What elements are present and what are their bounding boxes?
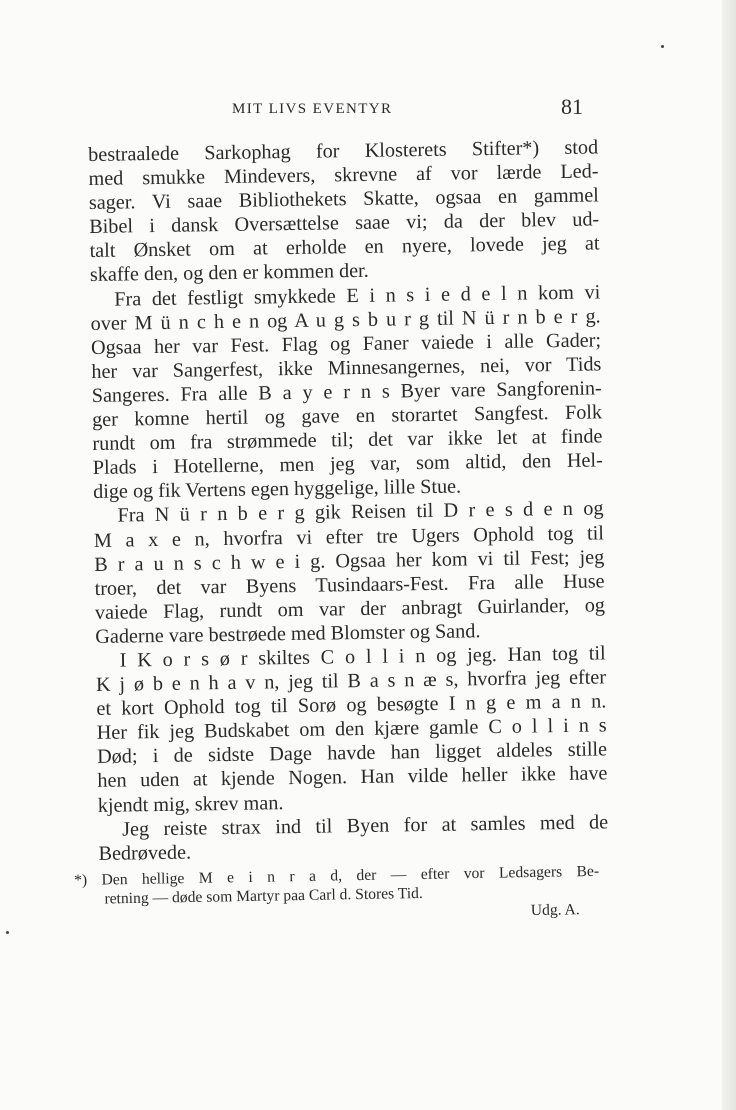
text-line: Bedrøvede. bbox=[98, 841, 192, 865]
text-line: vaiede Flag, rundt om var der anbragt Guirlander, og bbox=[94, 594, 606, 624]
text-line: K j ø b e n h a v n, jeg til B a s n æ s, hvorfra jeg efter bbox=[95, 666, 607, 697]
print-speck bbox=[661, 45, 664, 48]
text-line: skaffe den, og den er kommen der. bbox=[89, 260, 369, 287]
text-line: M a x e n, hvorfra vi efter tre Ugers Ophold tog til bbox=[93, 521, 605, 552]
page-number: 81 bbox=[561, 94, 583, 119]
text-line: Fra N ü r n b e r g gik Reisen til D r e s d e n og bbox=[117, 497, 604, 528]
text-line: Gaderne vare bestrøede med Blomster og Sand. bbox=[95, 620, 481, 648]
text-line: I K o r s ø r skiltes C o l l i n og jeg. Han tog til bbox=[119, 642, 606, 672]
text-line: Død; i de sidste Dage havde han ligget aldeles stille bbox=[96, 738, 608, 769]
text-line: rundt om fra strømmede til; det var ikke let at finde bbox=[92, 425, 603, 456]
footnote bbox=[74, 862, 600, 928]
text-line: talt Ønsket om at erholde en nyere, lovede jeg at bbox=[89, 232, 600, 263]
text-line: over M ü n c h e n og A u g s b u r g til N ü r n b e r g. bbox=[90, 305, 601, 335]
text-line: dige og fik Vertens egen hyggelige, lille Stue. bbox=[93, 475, 462, 504]
text-line: kjendt mig, skrev man. bbox=[97, 791, 284, 817]
running-header: MIT LIVS EVENTYR bbox=[232, 101, 393, 117]
footnote-signature: Udg. A. bbox=[530, 901, 580, 920]
text-line: Sangeres. Fra alle B a y e r n s Byer vare Sangforenin- bbox=[91, 377, 602, 407]
text-line: B r a u n s c h w e i g. Ogsaa her kom vi til Fest; jeg bbox=[94, 545, 605, 576]
text-line: her var Sangerfest, ikke Minnesangernes, nei, vor Tids bbox=[91, 353, 602, 383]
text-line: Jeg reiste strax ind til Byen for at samles med de bbox=[122, 810, 609, 841]
footnote-line: *) Den hellige M e i n r a d, der — efter vor Ledsagers Be- bbox=[74, 862, 600, 889]
footnote-line: retning — døde som Martyr paa Carl d. Stores Tid. bbox=[104, 884, 423, 908]
text-line: troer, det var Byens Tusindaars-Fest. Fra alle Huse bbox=[94, 570, 605, 600]
text-line: hen uden at kjende Nogen. Han vilde heller ikke have bbox=[97, 762, 608, 793]
text-line: Plads i Hotellerne, men jeg var, som altid, den Hel- bbox=[92, 449, 603, 480]
text-line: med smukke Mindevers, skrevne af vor lærde Led- bbox=[88, 160, 599, 191]
text-line: ger komne hertil og gave en storartet Sangfest. Folk bbox=[91, 401, 603, 431]
body-text bbox=[88, 135, 609, 865]
text-line: Fra det festligt smykkede E i n s i e d e l n kom vi bbox=[114, 280, 601, 311]
text-line: sager. Vi saae Bibliothekets Skatte, ogsaa en gammel bbox=[88, 184, 599, 215]
text-line: Bibel i dansk Oversættelse saae vi; da der blev ud- bbox=[89, 208, 600, 239]
text-line: et kort Ophold tog til Sorø og besøgte I n g e m a n n. bbox=[96, 690, 607, 721]
page-edge bbox=[722, 0, 736, 1110]
text-line: bestraalede Sarkophag for Klosterets Stifter*) stod bbox=[88, 136, 599, 166]
print-speck bbox=[6, 931, 9, 934]
text-line: Her fik jeg Budskabet om den kjære gamle C o l l i n s bbox=[96, 714, 607, 745]
text-line: Ogsaa her var Fest. Flag og Faner vaiede i alle Gader; bbox=[90, 329, 602, 359]
